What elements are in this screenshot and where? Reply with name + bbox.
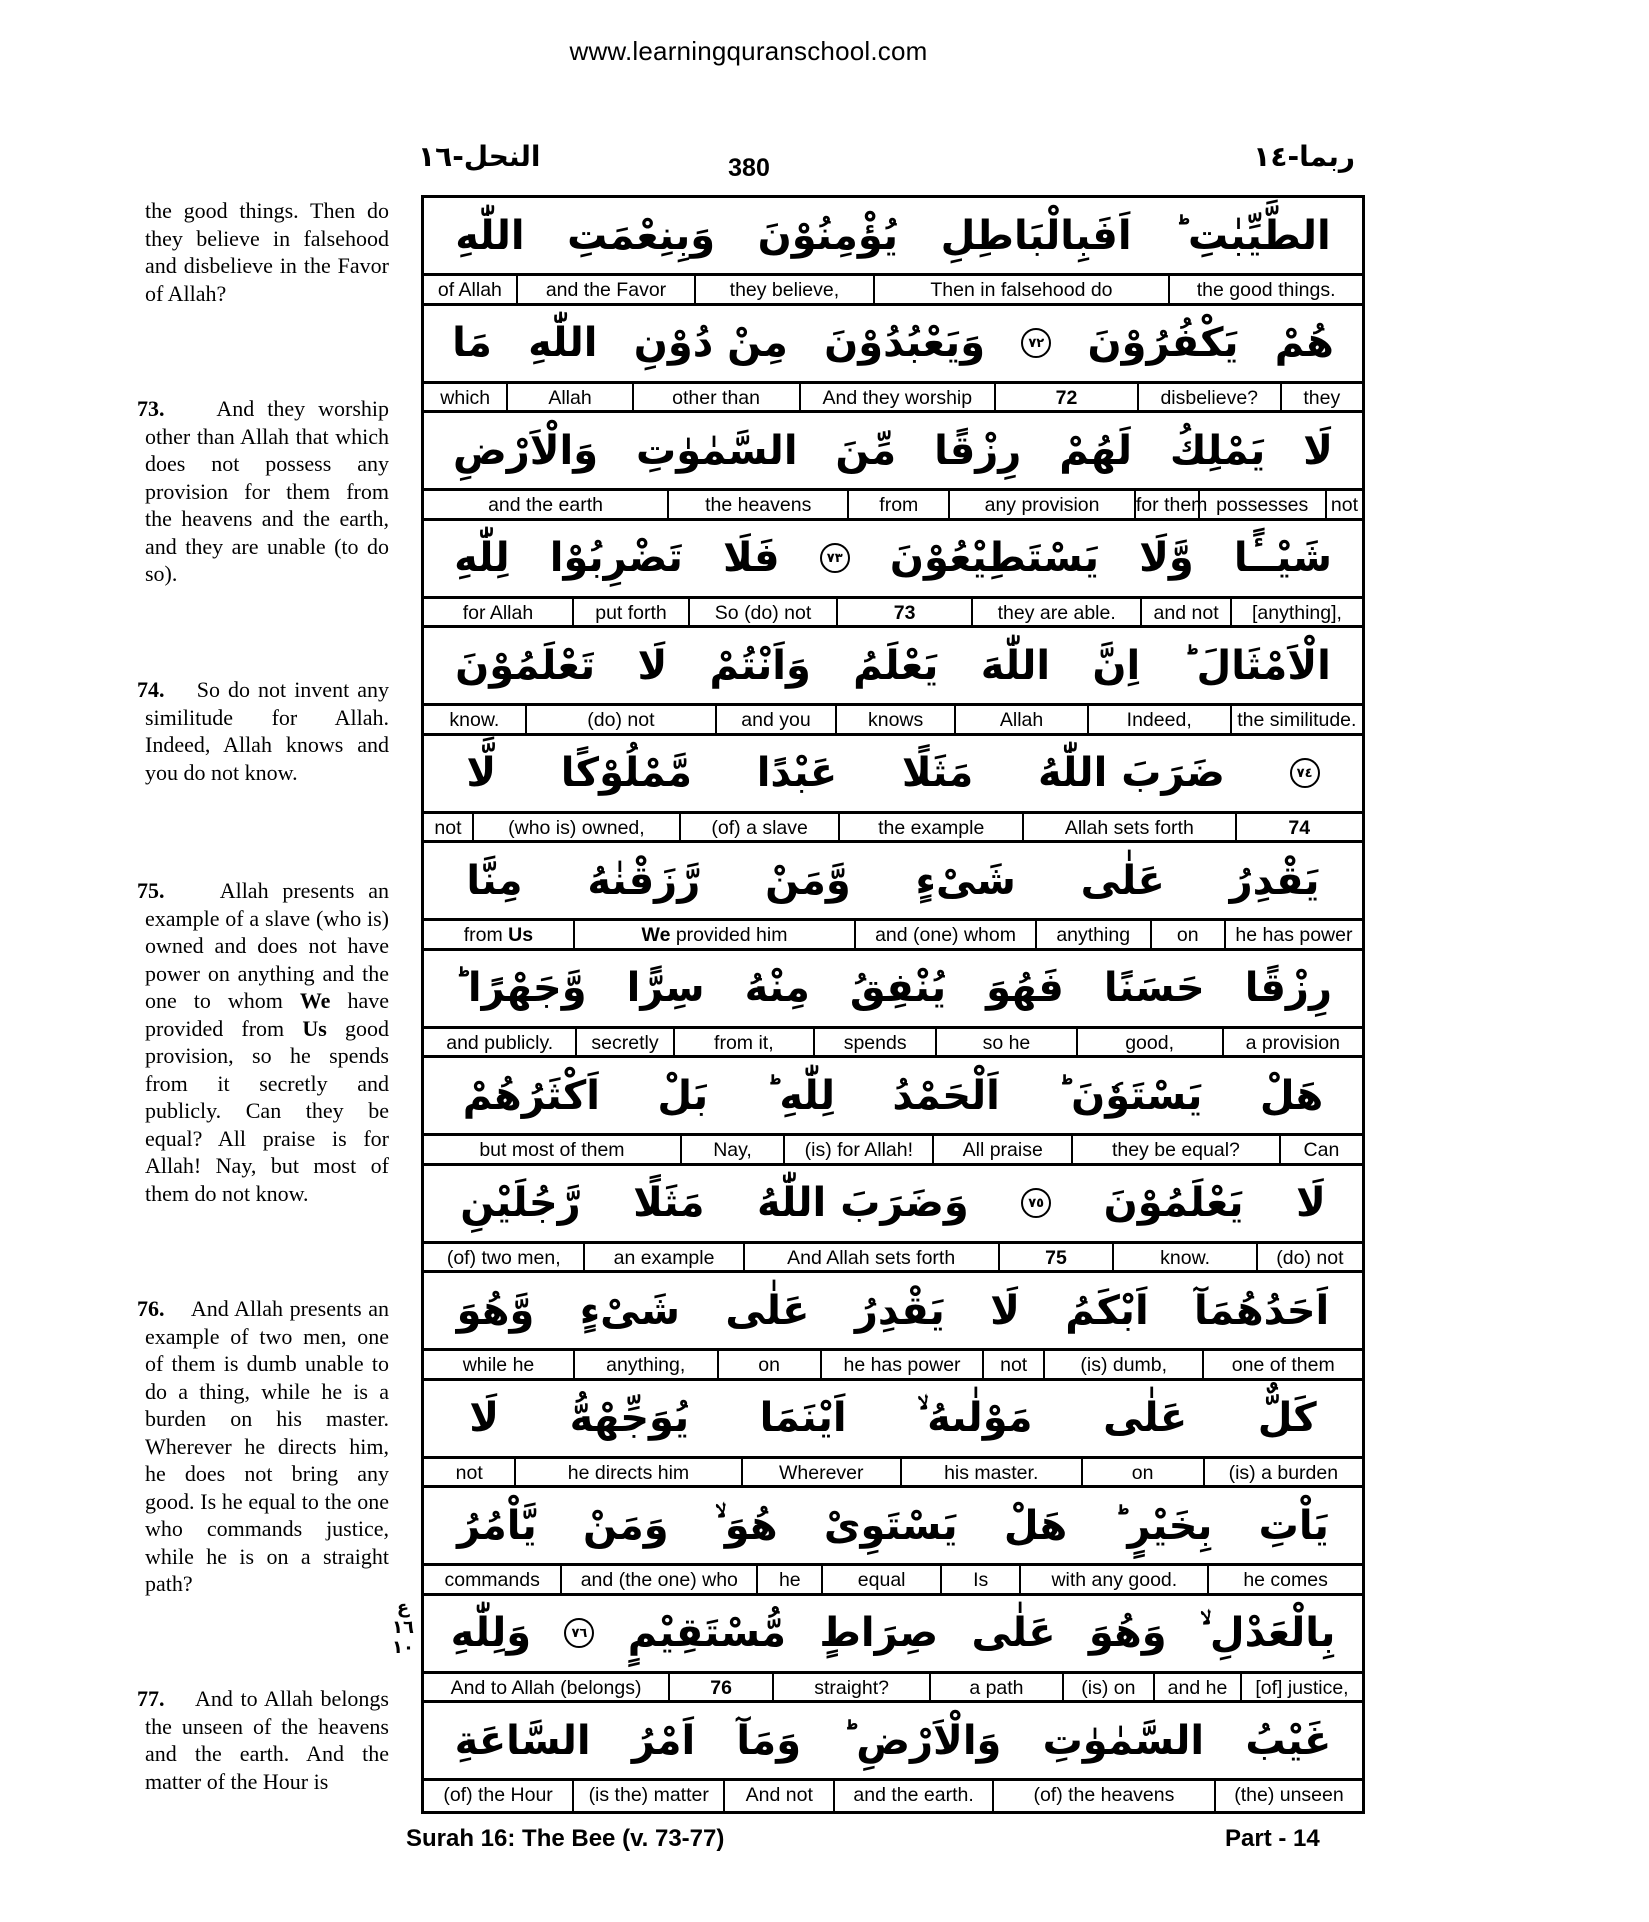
gloss-cell: they believe, <box>694 276 872 303</box>
arabic-word: كَلٌّ <box>1257 1395 1317 1441</box>
arabic-word: يُؤْمِنُوْنَ <box>757 212 899 259</box>
arabic-word: اَلْحَمْدُ <box>892 1072 1000 1119</box>
arabic-word: هَلْ <box>1003 1502 1068 1549</box>
gloss-cell: [of] justice, <box>1240 1674 1362 1701</box>
translation-text: So do not invent any similitude for Allah. Indeed, Allah knows and you do not know. <box>145 677 389 785</box>
arabic-row <box>424 736 1362 814</box>
gloss-cell: equal <box>821 1566 940 1593</box>
gloss-cell: And they worship <box>799 384 995 411</box>
gloss-cell: Indeed, <box>1087 706 1230 733</box>
arabic-word: وَالْاَرْضِ <box>452 427 599 474</box>
gloss-cell: (is the) matter <box>572 1781 723 1811</box>
arabic-row <box>424 521 1362 599</box>
arabic-row <box>424 198 1362 276</box>
gloss-cell: not <box>982 1351 1043 1378</box>
arabic-row <box>424 1058 1362 1136</box>
gloss-row <box>424 1781 1362 1811</box>
gloss-cell: on <box>1150 921 1224 948</box>
gloss-cell: other than <box>632 384 799 411</box>
arabic-word: مَا <box>452 320 492 366</box>
gloss-cell: possesses <box>1198 491 1325 518</box>
gloss-cell: for them <box>1134 491 1198 518</box>
gloss-cell: and publicly. <box>446 1031 554 1054</box>
arabic-word: عَبْدًا <box>756 750 838 796</box>
arabic-word: لَا <box>637 642 668 689</box>
arabic-word: وَبِنِعْمَتِ <box>567 212 716 259</box>
arabic-row <box>424 1273 1362 1351</box>
arabic-word: تَضْرِبُوْا <box>549 535 683 581</box>
gloss-row <box>424 1566 1362 1596</box>
gloss-cell: he <box>756 1566 821 1593</box>
gloss-cell: on <box>1081 1459 1203 1486</box>
gloss-cell: (of) the Hour <box>443 1784 553 1806</box>
gloss-cell: (do) not <box>1256 1244 1362 1271</box>
arabic-word: اَيْنَمَا <box>759 1395 847 1441</box>
gloss-cell: any provision <box>948 491 1134 518</box>
translation-text: the good things. Then do they believe in falsehood and disbelieve in the Favor of Allah? <box>145 198 389 306</box>
translation-paragraph <box>137 877 390 1207</box>
gloss-cell: and he <box>1153 1674 1240 1701</box>
gloss-cell: anything <box>1035 921 1150 948</box>
gloss-cell: (is) for Allah! <box>783 1136 932 1163</box>
gloss-cell: and you <box>715 706 835 733</box>
arabic-word: لَهُمْ <box>1059 427 1132 474</box>
arabic-word: حَسَنًا <box>1103 965 1205 1011</box>
arabic-word: اَمْرُ <box>631 1717 696 1764</box>
ayah-number-marker: ٧٣ <box>820 543 850 573</box>
gloss-cell: and (one) whom <box>854 921 1035 948</box>
arabic-word: الْاَمْثَالَ ؕ <box>1182 642 1331 689</box>
arabic-row <box>424 1166 1362 1244</box>
arabic-word: وَّلَا <box>1139 535 1194 581</box>
arabic-word: شَىْءٍ <box>915 857 1016 904</box>
gloss-cell: from it, <box>673 1029 813 1056</box>
gloss-row <box>424 384 1362 414</box>
gloss-cell: from <box>847 491 948 518</box>
gloss-cell: not <box>455 1461 483 1484</box>
gloss-cell: 73 <box>836 599 971 626</box>
arabic-word: يُنْفِقُ <box>849 965 947 1011</box>
translation-text: good provision, so he spends from it secretly and publicly. Can they be equal? All praise is for Allah! Nay, but most of them do not know. <box>145 1015 390 1206</box>
gloss-row <box>424 599 1362 629</box>
ayah-number-marker: ٧٢ <box>1021 328 1051 358</box>
ayah-number-marker: ٧٥ <box>1021 1188 1051 1218</box>
arabic-word: يَعْلَمُوْنَ <box>1103 1180 1244 1226</box>
gloss-cell: Allah <box>954 706 1086 733</box>
gloss-cell: not <box>434 816 462 839</box>
footer-part: Part - 14 <box>1225 1825 1320 1852</box>
arabic-word: اللّٰهَ <box>980 642 1051 689</box>
verse-number: 74. <box>137 677 165 702</box>
gloss-cell: anything, <box>573 1351 717 1378</box>
arabic-word: لَّا <box>466 750 497 796</box>
website-url: www.learningquranschool.com <box>569 36 928 66</box>
verse-number: 77. <box>137 1686 165 1711</box>
arabic-word: بِخَيْرٍ ؕ <box>1113 1502 1213 1549</box>
arabic-word: غَيْبُ <box>1245 1717 1332 1764</box>
ayah-number-marker: ٧٤ <box>1290 758 1320 788</box>
arabic-word: بِالْعَدْلِ ۙ <box>1199 1610 1336 1656</box>
footer-surah-title: Surah 16: The Bee (v. 73-77) <box>406 1825 725 1852</box>
arabic-word: مَّمْلُوْكًا <box>560 750 693 796</box>
gloss-cell: which <box>440 386 491 409</box>
arabic-word: وَمَآ <box>736 1717 802 1764</box>
gloss-cell: his master. <box>900 1459 1081 1486</box>
gloss-cell: and the earth. <box>833 1781 992 1811</box>
gloss-cell: from Us <box>463 924 534 946</box>
arabic-word: مِّنَ <box>835 427 897 474</box>
gloss-cell: while he <box>462 1354 535 1376</box>
arabic-word: لَا <box>469 1395 500 1441</box>
arabic-word: يَمْلِكُ <box>1169 427 1266 474</box>
gloss-cell: put forth <box>572 599 688 626</box>
gloss-cell: good, <box>1076 1029 1222 1056</box>
gloss-cell: (of) two men, <box>446 1246 561 1269</box>
arabic-word: وَمَنْ <box>582 1502 669 1549</box>
translation-text: Us <box>302 1015 327 1041</box>
gloss-cell: 74 <box>1235 814 1362 841</box>
arabic-word: لِلّٰهِ <box>454 535 510 581</box>
gloss-row <box>424 491 1362 521</box>
translation-paragraph <box>137 676 389 786</box>
arabic-word: مَوْلٰىهُ ۙ <box>917 1395 1033 1441</box>
arabic-word: لِلّٰهِ ؕ <box>765 1072 835 1119</box>
arabic-word: فَلَا <box>723 535 780 581</box>
arabic-word: وَضَرَبَ اللّٰهُ <box>756 1180 969 1226</box>
gloss-cell: 75 <box>998 1244 1113 1271</box>
gloss-cell: so he <box>935 1029 1075 1056</box>
arabic-word: اللّٰهِ <box>455 212 525 259</box>
gloss-cell: secretly <box>575 1029 672 1056</box>
gloss-cell: disbelieve? <box>1137 384 1280 411</box>
gloss-cell: and (the one) who <box>560 1566 756 1593</box>
arabic-word: مِنَّا <box>466 857 523 904</box>
gloss-cell: (do) not <box>525 706 716 733</box>
gloss-cell: 76 <box>668 1674 772 1701</box>
juz-header-arabic: ربما-١٤ <box>1253 140 1355 173</box>
gloss-cell: the example <box>838 814 1022 841</box>
arabic-word: مَثَلًا <box>633 1180 705 1226</box>
gloss-cell: spends <box>813 1029 935 1056</box>
gloss-row <box>424 921 1362 951</box>
arabic-word: يَسْتَطِيْعُوْنَ <box>889 535 1099 581</box>
arabic-word: رَّزَقْنٰهُ <box>587 857 701 904</box>
arabic-word: مُّسْتَقِيْمٍ <box>627 1610 787 1656</box>
gloss-cell: they are able. <box>971 599 1140 626</box>
arabic-word: وَّهُوَ <box>456 1287 535 1334</box>
arabic-word: تَعْلَمُوْنَ <box>455 642 596 689</box>
arabic-word: وَهُوَ <box>1088 1610 1167 1656</box>
arabic-row <box>424 306 1362 384</box>
arabic-word: يَسْتَوِىْ <box>823 1502 958 1549</box>
gloss-cell: he has power <box>1224 921 1362 948</box>
gloss-row <box>424 1459 1362 1489</box>
gloss-cell: but most of them <box>479 1139 625 1161</box>
translation-text: And they worship other than Allah that which does not possess any provision for them from the heavens and the earth, and they are unable (to do so). <box>145 396 390 586</box>
gloss-cell: know. <box>1112 1244 1255 1271</box>
arabic-word: اللّٰهِ <box>528 320 598 366</box>
arabic-word: الطَّيِّبٰتِ ؕ <box>1174 212 1331 259</box>
arabic-word: وَّمَنْ <box>765 857 851 904</box>
ruku-marker: ع ١٦ ١٠ <box>392 1597 414 1658</box>
arabic-row <box>424 843 1362 921</box>
translation-text: have provided from <box>145 988 389 1041</box>
arabic-word: هُوَ ۙ <box>714 1502 778 1549</box>
translation-paragraph <box>145 197 389 307</box>
arabic-row <box>424 1381 1362 1459</box>
gloss-cell: for Allah <box>462 601 534 624</box>
arabic-word: وَيَعْبُدُوْنَ <box>824 320 986 366</box>
arabic-row <box>424 951 1362 1029</box>
gloss-row <box>424 1674 1362 1704</box>
arabic-row <box>424 1596 1362 1674</box>
gloss-cell: a path <box>929 1674 1062 1701</box>
arabic-word: السَّمٰوٰتِ <box>1042 1717 1205 1764</box>
gloss-cell: they be equal? <box>1071 1136 1279 1163</box>
arabic-word: يُوَجِّهْهُّ <box>569 1395 690 1441</box>
gloss-cell: And Allah sets forth <box>743 1244 998 1271</box>
gloss-cell: he directs him <box>514 1459 740 1486</box>
arabic-word: لَا <box>1295 1180 1326 1226</box>
arabic-word: اَحَدُهُمَآ <box>1194 1287 1330 1334</box>
gloss-cell: and the earth <box>488 494 603 516</box>
gloss-cell: We provided him <box>573 921 855 948</box>
gloss-cell: (who is) owned, <box>472 814 679 841</box>
gloss-cell: Then in falsehood do <box>873 276 1169 303</box>
arabic-word: سِرًّا <box>626 965 705 1011</box>
gloss-row <box>424 814 1362 844</box>
gloss-cell: the similitude. <box>1230 706 1362 733</box>
translation-text: And to Allah belongs the unseen of the heavens and the earth. And the matter of the Hour is <box>145 1686 389 1794</box>
gloss-cell: with any good. <box>1019 1566 1207 1593</box>
translation-paragraph <box>137 395 390 588</box>
gloss-cell: (the) unseen <box>1214 1781 1362 1811</box>
gloss-cell: straight? <box>772 1674 929 1701</box>
arabic-word: رَّجُلَيْنِ <box>460 1180 581 1226</box>
gloss-cell: Allah <box>506 384 631 411</box>
translation-text: Allah presents an example of a slave (who is) owned and does not have power on anything and the one to whom <box>145 878 390 1013</box>
gloss-cell: on <box>717 1351 820 1378</box>
arabic-word: السَّمٰوٰتِ <box>636 427 798 474</box>
gloss-row <box>424 276 1362 306</box>
arabic-row <box>424 628 1362 706</box>
surah-header-arabic: النحل-١٦ <box>418 140 541 173</box>
arabic-word: يَاْتِ <box>1258 1502 1329 1549</box>
gloss-cell: know. <box>449 709 500 731</box>
gloss-cell: not <box>1325 491 1362 518</box>
gloss-row <box>424 1029 1362 1059</box>
arabic-word: عَلٰى <box>1103 1395 1188 1441</box>
gloss-cell: the good things. <box>1168 276 1362 303</box>
gloss-cell: (of) a slave <box>679 814 838 841</box>
arabic-word: السَّاعَةِ <box>454 1717 591 1764</box>
gloss-cell: (of) the heavens <box>992 1781 1214 1811</box>
arabic-word: يَّاْمُرُ <box>457 1502 537 1549</box>
arabic-word: وَاَنْتُمْ <box>709 642 811 689</box>
arabic-word: رِزْقًا <box>1244 965 1332 1011</box>
arabic-word: عَلٰى <box>725 1287 810 1334</box>
arabic-row <box>424 413 1362 491</box>
gloss-cell: he has power <box>820 1351 983 1378</box>
gloss-cell: 72 <box>994 384 1137 411</box>
gloss-cell: an example <box>583 1244 742 1271</box>
arabic-word: يَقْدِرُ <box>854 1287 945 1334</box>
gloss-cell: And to Allah (belongs) <box>450 1676 642 1699</box>
arabic-word: اَكْثَرُهُمْ <box>462 1072 600 1119</box>
gloss-cell: one of them <box>1202 1351 1362 1378</box>
arabic-word: وَّجَهْرًا ؕ <box>454 965 587 1011</box>
arabic-row <box>424 1488 1362 1566</box>
arabic-word: يَعْلَمُ <box>853 642 939 689</box>
arabic-word: هُمْ <box>1274 320 1334 366</box>
arabic-word: بَلْ <box>657 1072 709 1119</box>
gloss-cell: [anything], <box>1230 599 1362 626</box>
gloss-cell: Is <box>940 1566 1019 1593</box>
arabic-word: يَكْفُرُوْنَ <box>1087 320 1239 366</box>
gloss-cell: (is) on <box>1062 1674 1153 1701</box>
translation-paragraph <box>137 1685 389 1795</box>
gloss-cell: the heavens <box>667 491 847 518</box>
verse-number: 76. <box>137 1296 165 1321</box>
arabic-word: لَا <box>1303 427 1333 474</box>
arabic-word: ضَرَبَ اللّٰهُ <box>1037 750 1225 796</box>
gloss-row <box>424 1244 1362 1274</box>
gloss-cell: All praise <box>932 1136 1071 1163</box>
gloss-row <box>424 706 1362 736</box>
gloss-cell: of Allah <box>437 279 502 301</box>
gloss-cell: and the Favor <box>516 276 694 303</box>
arabic-row <box>424 1703 1362 1781</box>
arabic-word: هَلْ <box>1259 1072 1324 1119</box>
gloss-cell: (is) dumb, <box>1043 1351 1203 1378</box>
gloss-cell: Wherever <box>741 1459 900 1486</box>
arabic-word: اَبْكَمُ <box>1065 1287 1149 1334</box>
arabic-word: يَسْتَوٗنَ ؕ <box>1057 1072 1203 1119</box>
gloss-cell: Allah sets forth <box>1022 814 1234 841</box>
ayah-number-marker: ٧٦ <box>564 1618 594 1648</box>
arabic-word: مِنْهُ <box>744 965 810 1011</box>
arabic-word: فَهُوَ <box>986 965 1064 1011</box>
gloss-cell: Can <box>1279 1136 1362 1163</box>
gloss-cell: knows <box>835 706 955 733</box>
gloss-cell: So (do) not <box>688 599 836 626</box>
arabic-word: وَالْاَرْضِ ؕ <box>842 1717 1002 1764</box>
word-by-word-table <box>421 195 1365 1814</box>
arabic-word: عَلٰى <box>971 1610 1056 1656</box>
gloss-cell: and not <box>1140 599 1230 626</box>
gloss-row <box>424 1136 1362 1166</box>
gloss-cell: they <box>1280 384 1362 411</box>
arabic-word: يَقْدِرُ <box>1229 857 1320 904</box>
gloss-cell: commands <box>444 1569 540 1591</box>
verse-number: 73. <box>137 396 165 421</box>
translation-text: And Allah presents an example of two men, one of them is dumb unable to do a thing, while he is a burden on his master. Wherever he directs him, he does not bring any good. Is he equal to the one who commands justice, while he is on a straight path? <box>145 1296 390 1596</box>
arabic-word: اِنَّ <box>1092 642 1141 689</box>
arabic-word: مَثَلًا <box>901 750 974 796</box>
arabic-word: رِزْقًا <box>934 427 1022 474</box>
gloss-cell: Nay, <box>680 1136 783 1163</box>
translation-text: We <box>299 988 331 1013</box>
arabic-word: مِنْ دُوْنِ <box>633 320 788 366</box>
arabic-word: اَفَبِالْبَاطِلِ <box>940 212 1132 259</box>
gloss-row <box>424 1351 1362 1381</box>
gloss-cell: And not <box>723 1781 833 1811</box>
arabic-word: صِرَاطٍ <box>819 1610 939 1656</box>
gloss-cell: a provision <box>1222 1029 1362 1056</box>
arabic-word: وَلِلّٰهِ <box>450 1610 532 1656</box>
arabic-word: شَىْءٍ <box>579 1287 680 1334</box>
gloss-cell: he comes <box>1207 1566 1362 1593</box>
translation-paragraph <box>137 1295 390 1598</box>
arabic-word: شَيْــًٔا <box>1233 535 1332 581</box>
page-number: 380 <box>728 154 770 182</box>
verse-number: 75. <box>137 878 165 903</box>
arabic-word: عَلٰى <box>1080 857 1165 904</box>
gloss-cell: (is) a burden <box>1203 1459 1362 1486</box>
arabic-word: لَا <box>990 1287 1020 1334</box>
